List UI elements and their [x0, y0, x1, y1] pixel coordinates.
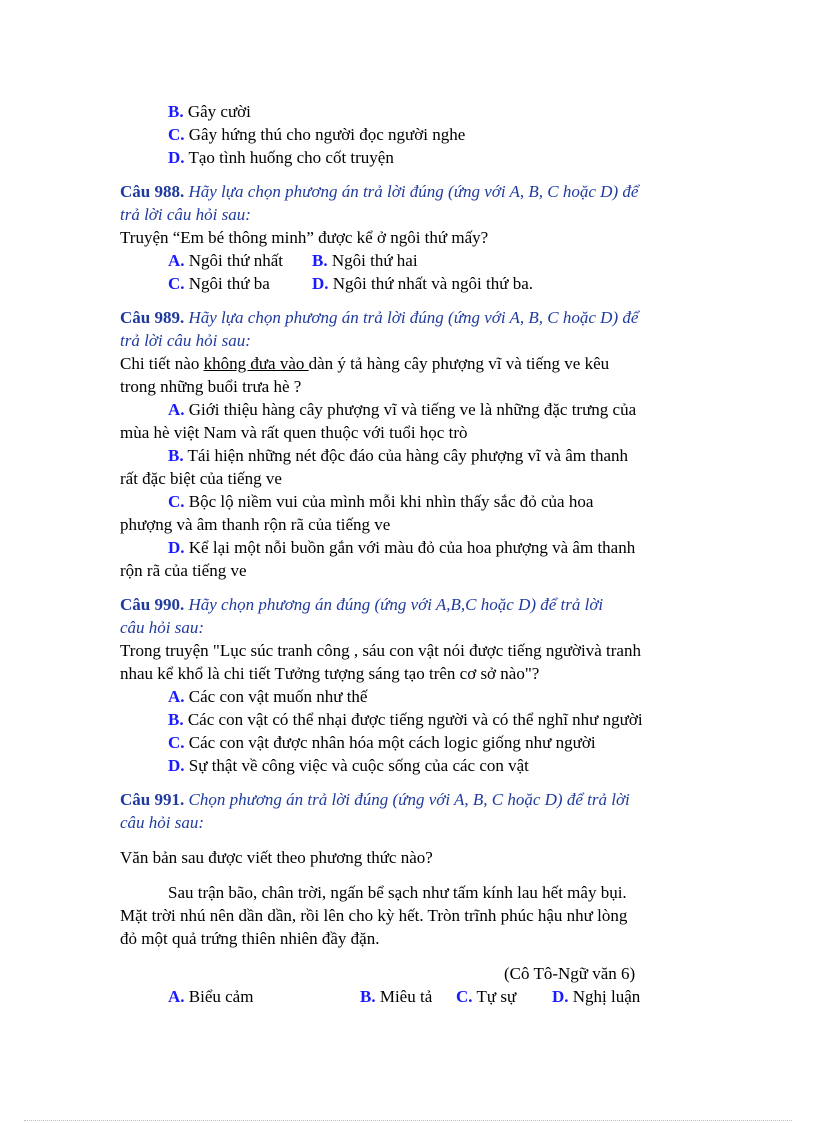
option-letter: B. — [168, 710, 184, 729]
option-text: Nghị luận — [572, 987, 641, 1006]
option-c — [120, 490, 700, 513]
option-letter: C. — [456, 987, 473, 1006]
option-letter: B. — [312, 251, 328, 270]
passage-line: Mặt trời nhú nên dần dần, rồi lên cho kỳ hết. Tròn trĩnh phúc hậu như lòng — [120, 906, 628, 925]
question-instruction-cont: trả lời câu hỏi sau: — [120, 331, 251, 350]
option-text: Gây hứng thú cho người đọc người nghe — [188, 125, 466, 144]
option-letter: D. — [168, 538, 185, 557]
option-row — [120, 249, 700, 272]
option-a — [168, 985, 360, 1008]
question-text-cont: trong những buổi trưa hè ? — [120, 377, 302, 396]
page-bottom-rule — [24, 1120, 792, 1121]
question-instruction: Hãy chọn phương án đúng (ứng với A,B,C hoặc D) để trả lời — [188, 595, 604, 614]
option-text: Sự thật về công việc và cuộc sống của các con vật — [188, 756, 529, 775]
question-text: Văn bản sau được viết theo phương thức nào? — [120, 848, 433, 867]
question-instruction: Hãy lựa chọn phương án trả lời đúng (ứng với A, B, C hoặc D) để — [188, 308, 639, 327]
option-row — [120, 272, 700, 295]
option-text: Ngôi thứ nhất và ngôi thứ ba. — [332, 274, 533, 293]
option-text: Ngôi thứ nhất — [188, 251, 283, 270]
option-row — [120, 985, 700, 1008]
question-989 — [120, 306, 700, 582]
underlined-phrase: không đưa vào — [203, 354, 309, 373]
question-instruction-cont: câu hỏi sau: — [120, 618, 205, 637]
question-987-options — [120, 100, 700, 169]
question-instruction: Chọn phương án trả lời đúng (ứng với A, B, C hoặc D) để trả lời — [188, 790, 630, 809]
option-text: Kể lại một nỗi buồn gắn với màu đỏ của hoa phượng và âm thanh — [188, 538, 636, 557]
option-letter: B. — [360, 987, 376, 1006]
question-text — [120, 352, 700, 375]
option-letter: A. — [168, 987, 185, 1006]
option-b — [120, 444, 700, 467]
option-text: Miêu tả — [379, 987, 433, 1006]
option-c-cont: phượng và âm thanh rộn rã của tiếng ve — [120, 515, 391, 534]
option-letter: D. — [168, 148, 185, 167]
question-text-part: Chi tiết nào — [120, 354, 204, 373]
option-c — [168, 272, 312, 295]
option-letter: D. — [552, 987, 569, 1006]
question-number: Câu 988. — [120, 182, 185, 201]
question-text: Trong truyện "Lục súc tranh công , sáu con vật nói được tiếng ngườivà tranh — [120, 641, 641, 660]
question-number: Câu 990. — [120, 595, 185, 614]
option-letter: D. — [312, 274, 329, 293]
option-text: Bộc lộ niềm vui của mình mỗi khi nhìn thấy sắc đỏ của hoa — [188, 492, 594, 511]
question-991 — [120, 788, 700, 1008]
option-a — [168, 249, 312, 272]
question-number: Câu 991. — [120, 790, 185, 809]
option-c — [120, 731, 700, 754]
question-header — [120, 180, 700, 203]
option-text: Ngôi thứ hai — [331, 251, 418, 270]
question-text: Truyện “Em bé thông minh” được kể ở ngôi thứ mấy? — [120, 228, 489, 247]
passage-source: (Cô Tô-Ngữ văn 6) — [504, 964, 636, 983]
option-text: Tái hiện những nét độc đáo của hàng cây phượng vĩ và âm thanh — [187, 446, 629, 465]
option-text: Các con vật có thể nhại được tiếng người và có thể nghĩ như người — [187, 710, 643, 729]
option-b — [120, 708, 700, 731]
option-letter: B. — [168, 102, 184, 121]
option-text: Gây cười — [187, 102, 251, 121]
question-header — [120, 593, 700, 616]
option-a — [120, 685, 700, 708]
question-number: Câu 989. — [120, 308, 185, 327]
option-d-cont: rộn rã của tiếng ve — [120, 561, 247, 580]
option-text: Biểu cảm — [188, 987, 254, 1006]
passage-line: đỏ một quả trứng thiên nhiên đầy đặn. — [120, 929, 380, 948]
question-text-part: dàn ý tả hàng cây phượng vĩ và tiếng ve kêu — [308, 354, 610, 373]
question-header — [120, 306, 700, 329]
option-letter: C. — [168, 733, 185, 752]
option-b-cont: rất đặc biệt của tiếng ve — [120, 469, 282, 488]
option-c — [456, 985, 552, 1008]
option-d — [120, 146, 700, 169]
option-letter: A. — [168, 400, 185, 419]
question-988 — [120, 180, 700, 295]
question-instruction-cont: trả lời câu hỏi sau: — [120, 205, 251, 224]
option-letter: A. — [168, 687, 185, 706]
option-d — [120, 754, 700, 777]
option-text: Tạo tình huống cho cốt truyện — [188, 148, 394, 167]
option-c — [120, 123, 700, 146]
option-b — [360, 985, 456, 1008]
option-a-cont: mùa hè việt Nam và rất quen thuộc với tuổi học trò — [120, 423, 468, 442]
option-d — [552, 985, 640, 1008]
option-letter: C. — [168, 125, 185, 144]
option-letter: C. — [168, 492, 185, 511]
option-letter: D. — [168, 756, 185, 775]
question-instruction-cont: câu hỏi sau: — [120, 813, 205, 832]
option-b — [120, 100, 700, 123]
question-text-cont: nhau kể khổ là chi tiết Tưởng tượng sáng tạo trên cơ sở nào"? — [120, 664, 540, 683]
option-text: Tự sự — [476, 987, 517, 1006]
option-text: Các con vật muốn như thế — [188, 687, 368, 706]
option-text: Ngôi thứ ba — [188, 274, 270, 293]
question-instruction: Hãy lựa chọn phương án trả lời đúng (ứng với A, B, C hoặc D) để — [188, 182, 639, 201]
option-d — [312, 272, 533, 295]
question-header — [120, 788, 700, 811]
option-letter: B. — [168, 446, 184, 465]
option-a — [120, 398, 700, 421]
option-d — [120, 536, 700, 559]
passage-line: Sau trận bão, chân trời, ngấn bể sạch như tấm kính lau hết mây bụi. — [168, 883, 627, 902]
option-letter: A. — [168, 251, 185, 270]
option-text: Giới thiệu hàng cây phượng vĩ và tiếng ve là những đặc trưng của — [188, 400, 637, 419]
question-990 — [120, 593, 700, 777]
option-letter: C. — [168, 274, 185, 293]
document-page — [120, 100, 700, 1008]
option-b — [312, 249, 418, 272]
option-text: Các con vật được nhân hóa một cách logic giống như người — [188, 733, 596, 752]
